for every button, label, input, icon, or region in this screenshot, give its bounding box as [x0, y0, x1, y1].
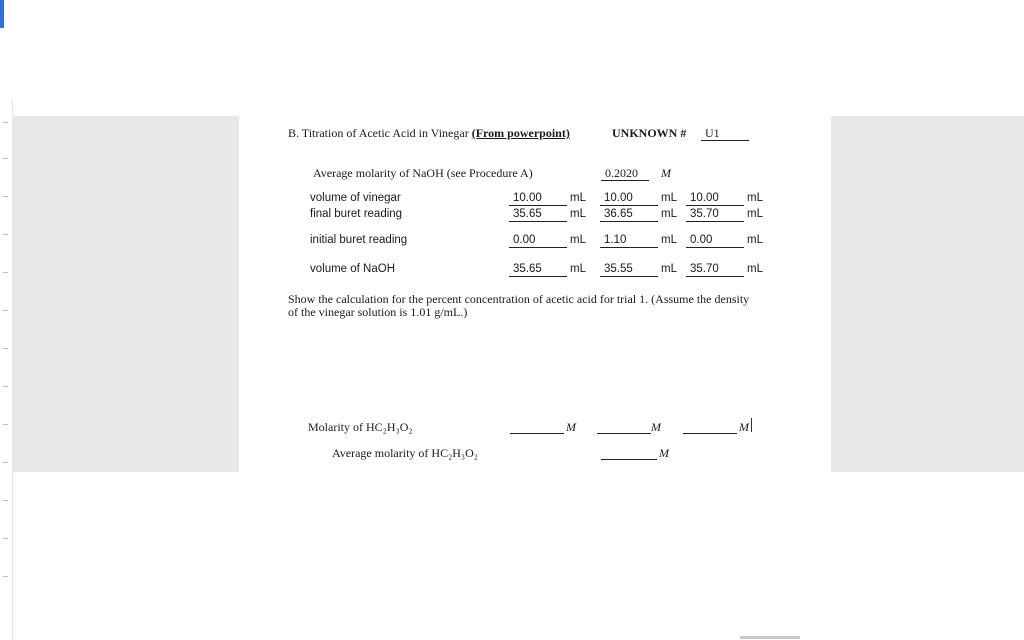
initial-buret-trial-3: 0.00 — [686, 233, 744, 248]
row-label-volume-naoh: volume of NaOH — [310, 263, 396, 275]
unit: mL — [570, 192, 586, 204]
volume-naoh-trial-2: 35.55 — [600, 262, 658, 277]
avg-molarity-label: Average molarity of HC₂H₃O₂ — [332, 446, 478, 460]
final-buret-trial-2: 36.65 — [600, 207, 658, 222]
ruler-tick — [3, 122, 8, 123]
molarity-trial-1-blank[interactable] — [510, 420, 564, 434]
unknown-value: U1 — [701, 126, 749, 141]
ruler-tick — [3, 538, 8, 539]
ruler-tick — [3, 424, 8, 425]
horizontal-scrollbar[interactable] — [740, 636, 800, 639]
unit: mL — [661, 192, 677, 204]
section-title: B. Titration of Acetic Acid in Vinegar — [288, 126, 469, 140]
volume-naoh-trial-3: 35.70 — [686, 262, 744, 277]
ruler-tick — [3, 272, 8, 273]
unknown-label: UNKNOWN # — [612, 126, 687, 140]
unit: mL — [661, 234, 677, 246]
section-heading — [288, 126, 570, 140]
avg-molarity-unit: M — [659, 446, 669, 460]
unit: mL — [570, 208, 586, 220]
molarity-unit: M — [651, 420, 661, 434]
final-buret-trial-3: 35.70 — [686, 207, 744, 222]
molarity-unit: M — [566, 420, 576, 434]
avg-molarity-blank[interactable] — [601, 446, 657, 460]
unit: mL — [747, 263, 763, 275]
ruler-tick — [3, 386, 8, 387]
text-cursor — [751, 418, 752, 432]
unit: mL — [570, 263, 586, 275]
ruler-tick — [3, 576, 8, 577]
avg-naoh-unit: M — [661, 166, 671, 180]
row-label-initial-buret: initial buret reading — [310, 234, 408, 246]
avg-naoh-value: 0.2020 — [601, 166, 649, 181]
instructions-line-1: Show the calculation for the percent concentration of acetic acid for trial 1. (Assume the density — [288, 292, 750, 306]
unit: mL — [570, 234, 586, 246]
ruler-tick — [3, 234, 8, 235]
ruler-tick — [3, 462, 8, 463]
molarity-label: Molarity of HC₂H₃O₂ — [308, 420, 413, 434]
molarity-unit: M — [739, 420, 749, 434]
volume-vinegar-trial-1: 10.00 — [509, 191, 567, 206]
initial-buret-trial-1: 0.00 — [509, 233, 567, 248]
unit: mL — [747, 234, 763, 246]
row-label-volume-vinegar: volume of vinegar — [310, 192, 401, 204]
molarity-trial-2-blank[interactable] — [597, 420, 651, 434]
instructions-line-2: of the vinegar solution is 1.01 g/mL.) — [288, 305, 468, 319]
avg-naoh-label: Average molarity of NaOH (see Procedure A) — [313, 166, 533, 180]
section-source: (From powerpoint) — [471, 126, 570, 140]
volume-naoh-trial-1: 35.65 — [509, 262, 567, 277]
ruler-tick — [3, 310, 8, 311]
ruler-tick — [3, 500, 8, 501]
initial-buret-trial-2: 1.10 — [600, 233, 658, 248]
volume-vinegar-trial-3: 10.00 — [686, 191, 744, 206]
unit: mL — [661, 208, 677, 220]
molarity-trial-3-blank[interactable] — [683, 420, 737, 434]
top-accent-bar — [0, 0, 4, 28]
row-label-final-buret — [310, 207, 402, 221]
unit: mL — [747, 208, 763, 220]
final-buret-trial-1: 35.65 — [509, 207, 567, 222]
document-page[interactable] — [239, 116, 831, 472]
ruler-tick — [3, 158, 8, 159]
unit: mL — [747, 192, 763, 204]
ruler-tick — [3, 196, 8, 197]
ruler-tick — [3, 348, 8, 349]
unit: mL — [661, 263, 677, 275]
volume-vinegar-trial-2: 10.00 — [600, 191, 658, 206]
final-buret-label-text: final buret reading — [310, 208, 403, 220]
